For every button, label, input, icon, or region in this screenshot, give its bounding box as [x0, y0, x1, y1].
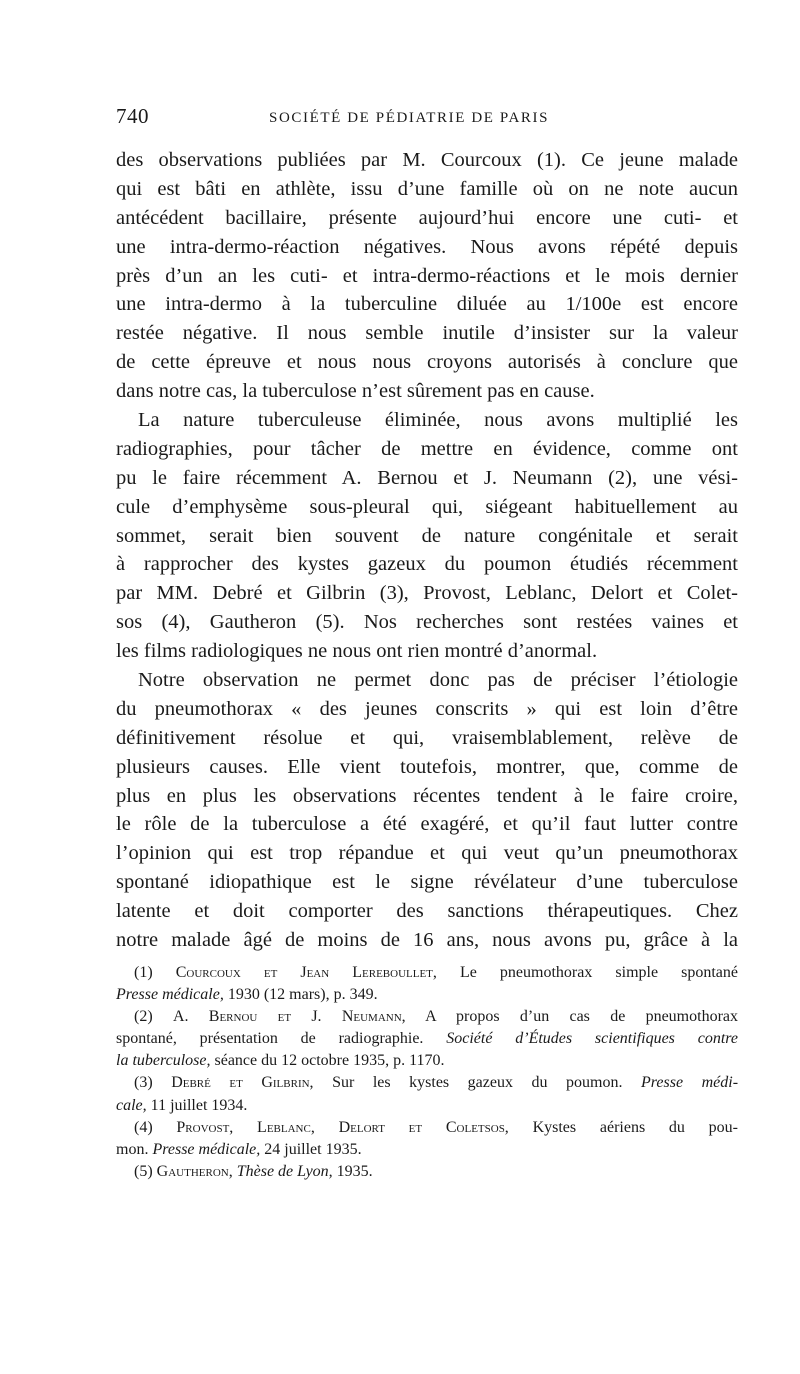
text-line: qui est bâti en athlète, issu d’une famille où on ne note aucun — [116, 177, 738, 200]
footnote-details: 1935. — [336, 1162, 373, 1180]
footnote-title: Le pneumothorax simple spontané — [459, 964, 738, 981]
footnote-1 — [116, 962, 738, 984]
text-line: latente et doit comporter des sanctions thérapeutiques. Chez — [116, 900, 738, 923]
footnote-details: 1930 (12 mars), p. 349. — [227, 986, 378, 1004]
text-line: du pneumothorax « des jeunes conscrits » qui est loin d’être — [116, 697, 738, 720]
footnote-5 — [116, 1161, 738, 1183]
footnote-1-cont — [116, 984, 738, 1006]
text-line: La nature tuberculeuse éliminée, nous avons multiplié les — [138, 409, 738, 432]
page-header — [116, 104, 590, 134]
text-line: plus en plus les observations récentes tendent à le faire croire, — [116, 784, 738, 807]
text-line: définitivement résolue et qui, vraisemblablement, relève de — [116, 726, 738, 749]
footnote-number: (1) — [134, 964, 153, 981]
text-line: dans notre cas, la tuberculose n’est sûrement pas en cause. — [116, 380, 595, 403]
footnote-journal: cale, — [116, 1096, 147, 1114]
footnote-number: (2) — [134, 1008, 153, 1026]
text-line: de cette épreuve et nous nous croyons autorisés à conclure que — [116, 351, 738, 374]
text-line: sommet, serait bien souvent de nature congénitale et serait — [116, 524, 738, 547]
footnote-journal: Thèse de Lyon, — [236, 1162, 333, 1180]
footnote-authors: Gautheron, — [156, 1162, 233, 1180]
footnote-title: Sur les kystes gazeux du poumon. — [332, 1074, 623, 1092]
text-line: le rôle de la tuberculose a été exagéré, et qu’il faut lutter contre — [116, 813, 738, 836]
footnote-authors: Debré et Gilbrin, — [171, 1074, 314, 1092]
text-line: plusieurs causes. Elle vient toutefois, montrer, que, comme de — [116, 755, 738, 778]
footnote-2-cont — [116, 1050, 738, 1072]
footnote-journal: Presse médicale, — [116, 986, 224, 1004]
footnote-journal: Presse médi- — [641, 1074, 739, 1092]
page-number: 740 — [116, 104, 149, 128]
text-line: les films radiologiques ne nous ont rien montré d’anormal. — [116, 640, 598, 663]
footnote-3-cont — [116, 1095, 738, 1117]
footnote-authors: A. Bernou et J. Neumann, — [172, 1008, 406, 1026]
footnote-journal: Presse médicale, — [152, 1140, 261, 1158]
footnote-title: Kystes aériens du pou- — [532, 1118, 738, 1136]
text-line: pu le faire récemment A. Bernou et J. Neumann (2), une vési- — [116, 466, 738, 489]
footnote-authors: Provost, Leblanc, Delort et Coletsos, — [176, 1118, 509, 1136]
text-line: spontané idiopathique est le signe révélateur d’une tuberculose — [116, 871, 738, 894]
text-line: cule d’emphysème sous-pleural qui, siégeant habituellement au — [116, 495, 738, 518]
footnote-authors: Courcoux et Jean Lereboullet, — [175, 964, 437, 981]
footnote-details: 11 juillet 1934. — [150, 1096, 248, 1114]
footnote-details: 24 juillet 1935. — [264, 1140, 362, 1158]
footnote-2 — [116, 1006, 738, 1028]
footnote-3 — [116, 1072, 738, 1094]
footnote-details: séance du 12 octobre 1935, p. 1170. — [214, 1052, 445, 1070]
text-line: sos (4), Gautheron (5). Nos recherches sont restées vaines et — [116, 611, 738, 634]
text-line: par MM. Debré et Gilbrin (3), Provost, Leblanc, Delort et Colet- — [116, 582, 738, 605]
footnote-number: (3) — [134, 1074, 153, 1092]
running-title: SOCIÉTÉ DE PÉDIATRIE DE PARIS — [269, 110, 550, 126]
footnote-journal: la tuberculose, — [116, 1052, 211, 1070]
footnotes — [116, 962, 738, 1183]
footnote-4-cont — [116, 1139, 738, 1161]
text-line: restée négative. Il nous semble inutile d’insister sur la valeur — [116, 322, 738, 345]
footnote-number: (4) — [134, 1118, 153, 1136]
footnote-title: mon. — [116, 1140, 149, 1158]
text-line: antécédent bacillaire, présente aujourd’hui encore une cuti- et — [116, 206, 738, 229]
footnote-4 — [116, 1117, 738, 1139]
text-line: radiographies, pour tâcher de mettre en évidence, comme ont — [116, 437, 738, 460]
text-line: notre malade âgé de moins de 16 ans, nous avons pu, grâce à la — [116, 929, 738, 952]
text-line: près d’un an les cuti- et intra-dermo-réactions et le mois dernier — [116, 264, 738, 287]
footnote-2-cont — [116, 1028, 738, 1050]
text-line: Notre observation ne permet donc pas de préciser l’étiologie — [138, 669, 738, 692]
text-line: l’opinion qui est trop répandue et qui veut qu’un pneumothorax — [116, 842, 738, 865]
footnote-title: A propos d’un cas de pneumothorax — [425, 1008, 738, 1026]
footnote-title: spontané, présentation de radiographie. — [116, 1030, 424, 1048]
body-text — [116, 146, 738, 955]
footnote-number: (5) — [134, 1162, 153, 1180]
footnote-journal: Société d’Études scientifiques contre — [446, 1030, 738, 1048]
text-line: des observations publiées par M. Courcoux (1). Ce jeune malade — [116, 149, 738, 171]
text-line: à rapprocher des kystes gazeux du poumon étudiés récemment — [116, 553, 738, 576]
text-line: une intra-dermo-réaction négatives. Nous avons répété depuis — [116, 235, 738, 258]
text-line: une intra-dermo à la tuberculine diluée au 1/100e est encore — [116, 293, 738, 316]
